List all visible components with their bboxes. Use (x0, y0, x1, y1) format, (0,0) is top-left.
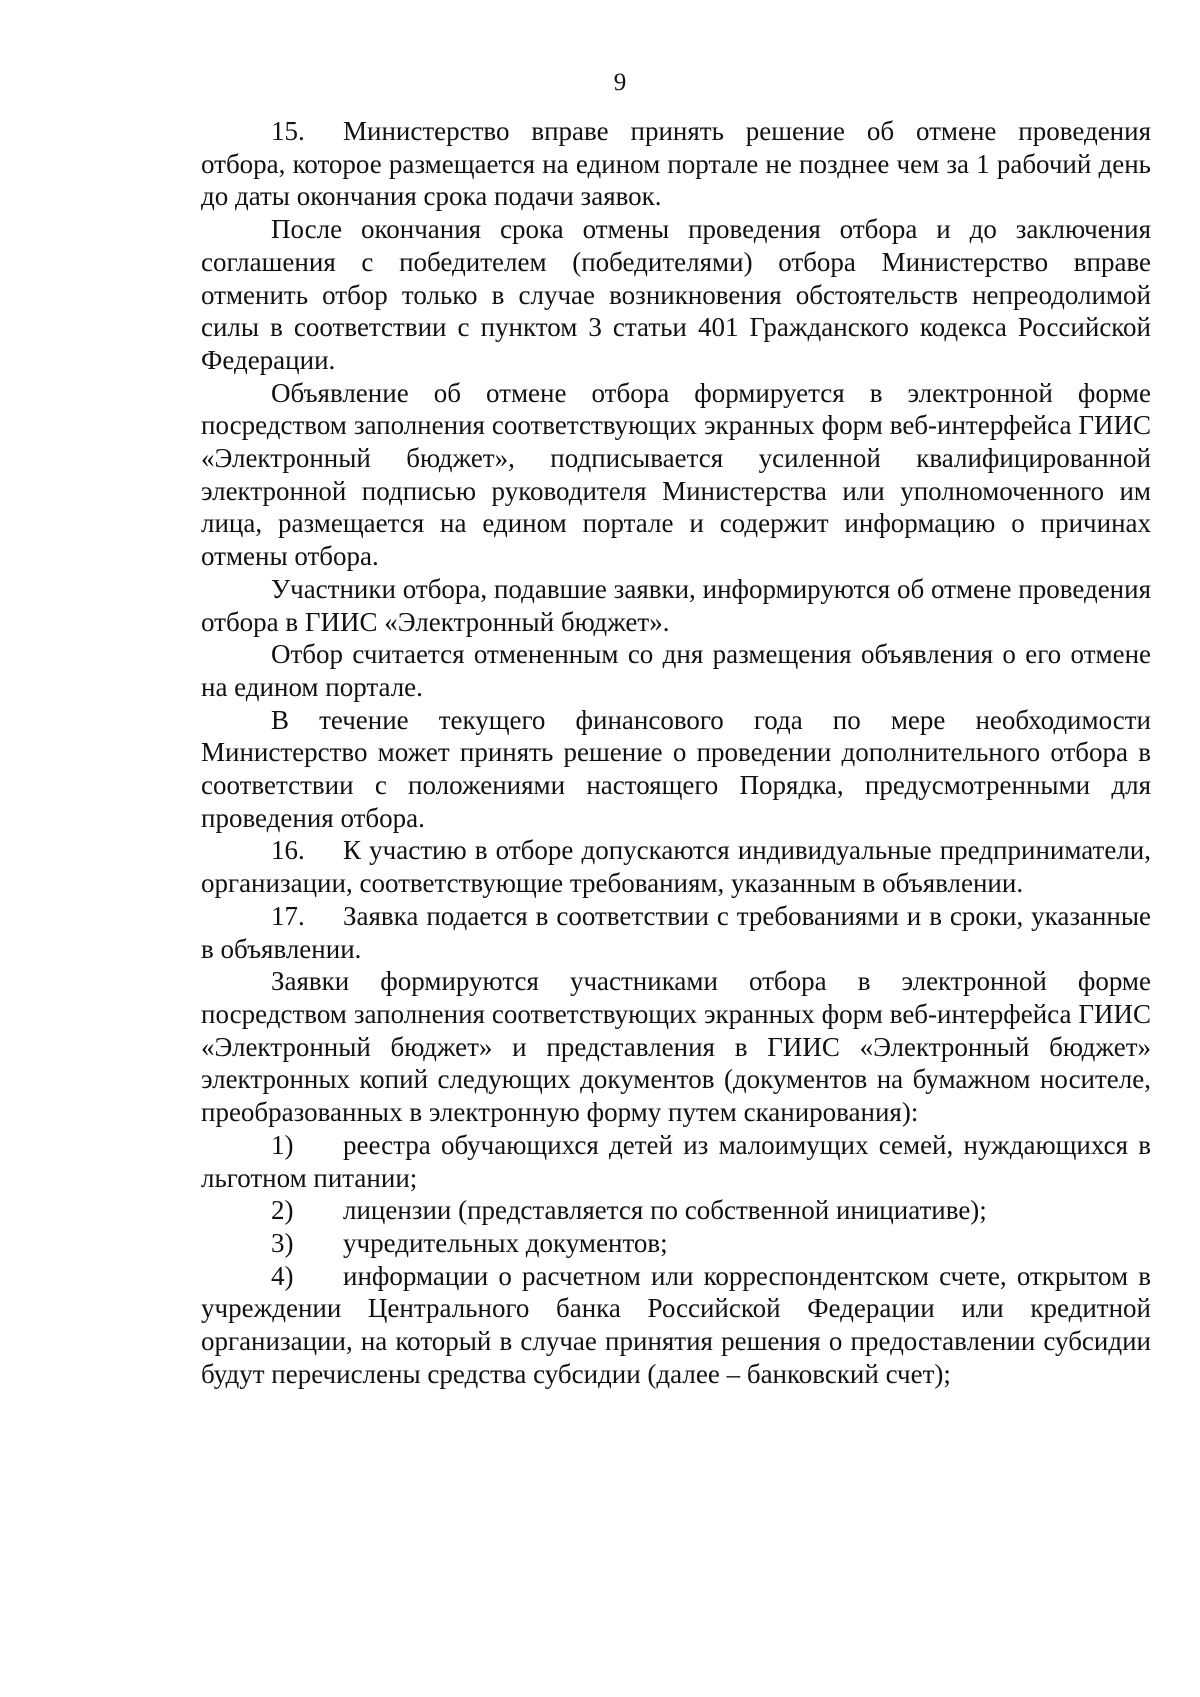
page-number: 9 (613, 69, 627, 96)
item-number: 4) (271, 1260, 294, 1291)
paragraph-text: информации о расчетном или корреспондентском счете, открытом в учреждении Центрального банка Российской Федерации или кредитной организации, на который в случае принятия решения о предоставлении субсидии будут перечислены средства субсидии (далее – банковский счет); (201, 1260, 1151, 1389)
item-number: 2) (271, 1195, 294, 1226)
item-number: 17. (271, 900, 305, 931)
paragraph-text: Министерство вправе принять решение об отмене проведения отбора, которое размещается на едином портале не позднее чем за 1 рабочий день до даты окончания срока подачи заявок. (201, 116, 1151, 212)
paragraph-17 (201, 900, 1151, 965)
paragraph-text: Отбор считается отмененным со дня размещения объявления о его отмене на едином портале. (201, 639, 1151, 702)
paragraph-selection-cancelled (201, 638, 1151, 703)
paragraph-additional-selection (201, 704, 1151, 835)
paragraph-text: лицензии (представляется по собственной инициативе); (343, 1195, 987, 1226)
item-number: 3) (271, 1227, 294, 1258)
paragraph-text: реестра обучающихся детей из малоимущих семей, нуждающихся в льготном питании; (201, 1129, 1151, 1193)
document-body (201, 115, 1151, 1390)
list-item-2 (201, 1194, 1151, 1227)
item-number: 15. (271, 116, 305, 146)
paragraph-applications-formed (201, 965, 1151, 1129)
item-number: 16. (271, 835, 305, 866)
paragraph-cancellation-announcement (201, 377, 1151, 573)
paragraph-text: Объявление об отмене отбора формируется в электронной форме посредством заполнения соответствующих экранных форм веб-интерфейса ГИИС «Электронный бюджет», подписывается усиленной квалифицированной электронной подписью руководителя Министерства или уполномоченного им лица, размещается на едином портале и содержит информацию о причинах отмены отбора. (201, 377, 1151, 572)
paragraph-text: После окончания срока отмены проведения отбора и до заключения соглашения с победителем (победителями) отбора Министерство вправе отменить отбор только в случае возникновения обстоятельств непреодолимой силы в соответствии с пунктом 3 статьи 401 Гражданского кодекса Российской Федерации. (201, 214, 1151, 375)
list-item-3 (201, 1227, 1151, 1260)
paragraph-16 (201, 834, 1151, 899)
paragraph-text: учредительных документов; (343, 1227, 668, 1258)
paragraph-15 (201, 115, 1151, 213)
paragraph-text: Заявка подается в соответствии с требованиями и в сроки, указанные в объявлении. (201, 900, 1151, 964)
list-item-1 (201, 1129, 1151, 1194)
paragraph-text: Заявки формируются участниками отбора в электронной форме посредством заполнения соответствующих экранных форм веб-интерфейса ГИИС «Электронный бюджет» и представления в ГИИС «Электронный бюджет» электронных копий следующих документов (документов на бумажном носителе, преобразованных в электронную форму путем сканирования): (201, 966, 1151, 1128)
paragraph-text: В течение текущего финансового года по мере необходимости Министерство может принять решение о проведении дополнительного отбора в соответствии с положениями настоящего Порядка, предусмотренными для проведения отбора. (201, 704, 1151, 833)
list-item-4 (201, 1260, 1151, 1391)
item-number: 1) (271, 1129, 294, 1160)
paragraph-text: К участию в отборе допускаются индивидуальные предприниматели, организации, соответствующие требованиям, указанным в объявлении. (201, 835, 1151, 899)
paragraph-text: Участники отбора, подавшие заявки, информируются об отмене проведения отбора в ГИИС «Электронный бюджет». (201, 573, 1151, 637)
paragraph-participants-informed (201, 573, 1151, 638)
paragraph-cancellation-after-deadline (201, 213, 1151, 377)
